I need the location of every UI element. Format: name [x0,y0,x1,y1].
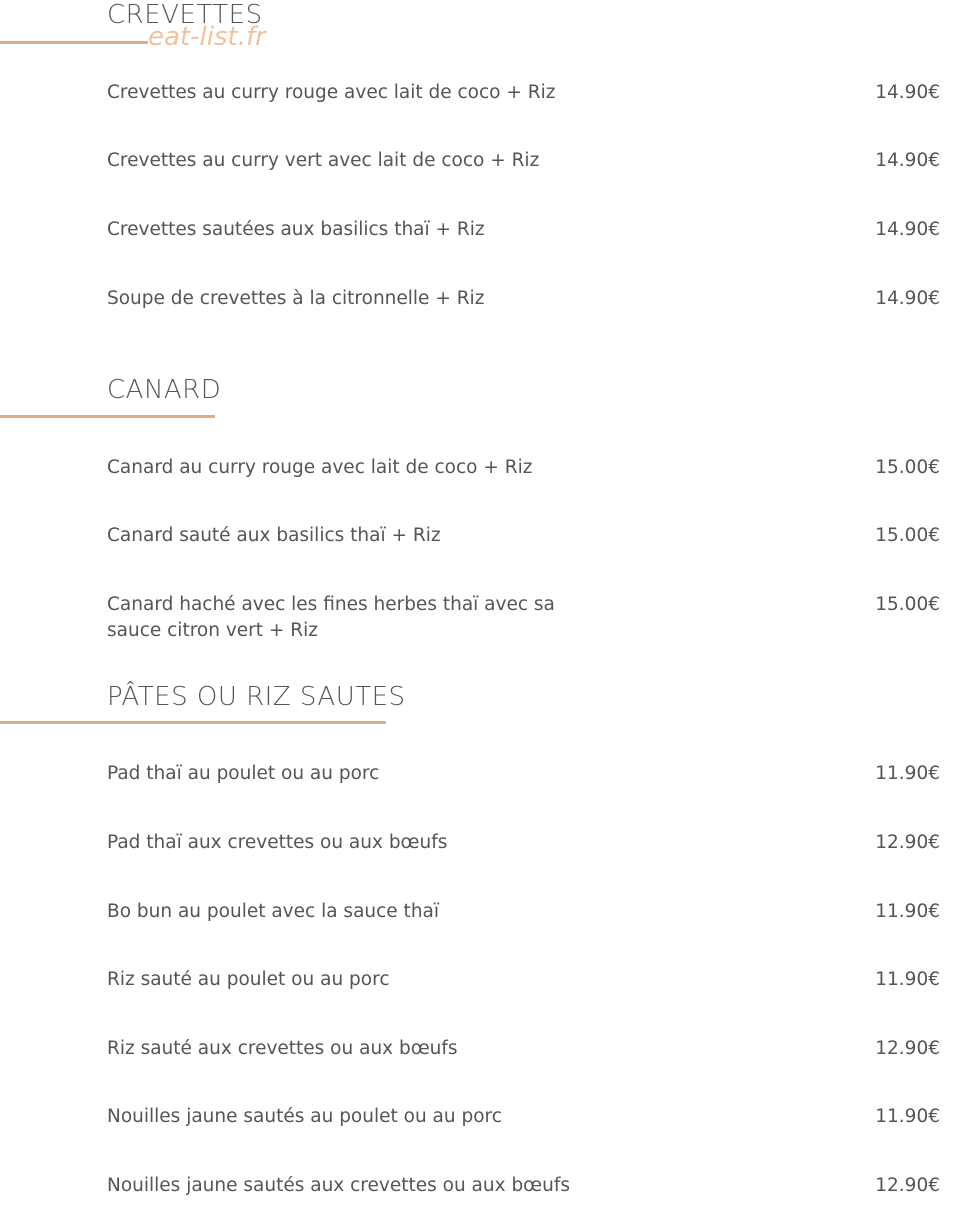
menu-item-name: Nouilles jaune sautés aux crevettes ou aux bœufs [107,1175,570,1196]
menu-item [107,1036,940,1062]
menu-item-price: 15.00€ [875,594,940,615]
menu-item [107,1104,940,1130]
menu-item [107,217,940,243]
watermark-logo: eat-list.fr [148,22,266,52]
section-title-pates-riz: PÂTES OU RIZ SAUTES [107,682,406,712]
menu-item [107,1173,940,1199]
menu-item-name: Canard au curry rouge avec lait de coco + Riz [107,457,533,478]
menu-item [107,592,940,644]
section-rule-canard [0,415,215,418]
section-title-canard: CANARD [107,375,222,405]
menu-item-price: 11.90€ [875,1106,940,1127]
menu-item [107,286,940,312]
menu-item [107,761,940,787]
menu-item-name: Pad thaï au poulet ou au porc [107,763,380,784]
menu-item-price: 15.00€ [875,457,940,478]
menu-item [107,80,940,106]
menu-item-price: 12.90€ [875,1038,940,1059]
menu-item-price: 14.90€ [875,150,940,171]
menu-item-price: 12.90€ [875,832,940,853]
menu-item-name: Pad thaï aux crevettes ou aux bœufs [107,832,448,853]
menu-item-name: Canard haché avec les fines herbes thaï avec sa sauce citron vert + Riz [107,594,555,641]
menu-item [107,148,940,174]
menu-item-price: 14.90€ [875,288,940,309]
menu-item-name: Riz sauté aux crevettes ou aux bœufs [107,1038,458,1059]
section-rule-crevettes [0,41,148,44]
menu-item-name: Riz sauté au poulet ou au porc [107,969,390,990]
menu-item [107,899,940,925]
section-title-crevettes: CREVETTES [107,0,263,30]
menu-item-name: Soupe de crevettes à la citronnelle + Riz [107,288,485,309]
menu-item-price: 14.90€ [875,219,940,240]
menu-item [107,523,940,549]
menu-item-name: Crevettes au curry rouge avec lait de coco + Riz [107,82,556,103]
section-rule-pates-riz [0,721,386,724]
menu-item-price: 11.90€ [875,901,940,922]
menu-item [107,967,940,993]
menu-item-price: 15.00€ [875,525,940,546]
menu-item-name: Crevettes sautées aux basilics thaï + Riz [107,219,485,240]
menu-item [107,830,940,856]
menu-item-price: 11.90€ [875,969,940,990]
menu-item-name: Canard sauté aux basilics thaï + Riz [107,525,441,546]
menu-item-name: Nouilles jaune sautés au poulet ou au porc [107,1106,502,1127]
menu-item-name: Crevettes au curry vert avec lait de coco + Riz [107,150,540,171]
menu-item-price: 12.90€ [875,1175,940,1196]
menu-item-name: Bo bun au poulet avec la sauce thaï [107,901,440,922]
menu-item-price: 11.90€ [875,763,940,784]
menu-item-price: 14.90€ [875,82,940,103]
menu-item [107,455,940,481]
